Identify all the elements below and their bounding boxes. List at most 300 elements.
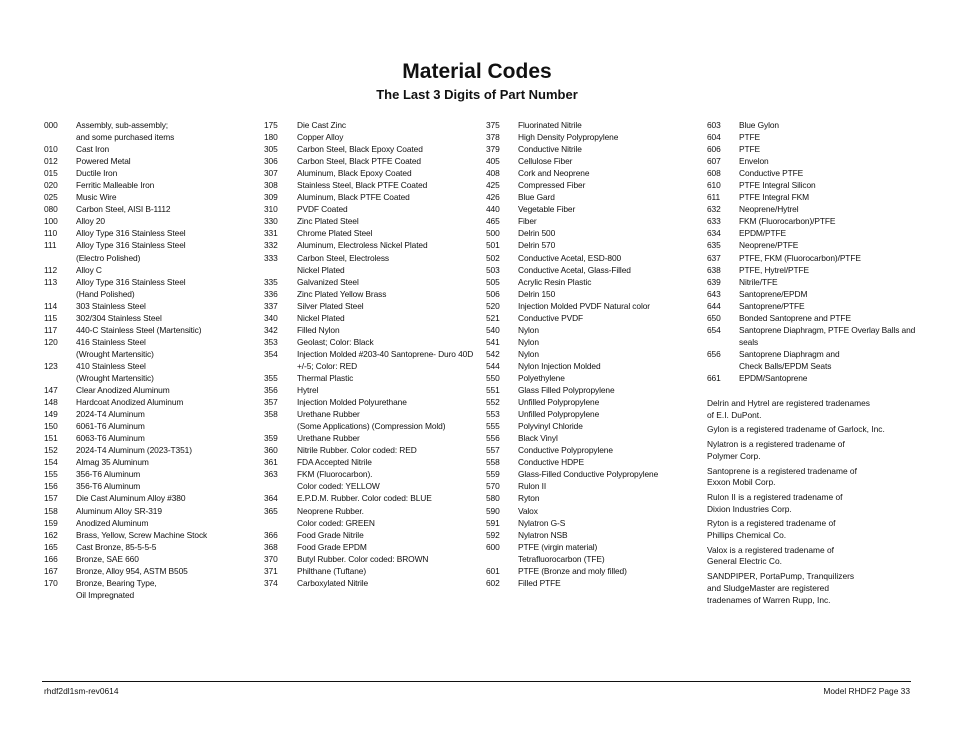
material-code: 111	[44, 240, 57, 251]
material-description: 440-C Stainless Steel (Martensitic)	[76, 324, 202, 335]
material-row	[264, 131, 478, 143]
material-row	[486, 456, 700, 468]
material-description: Nickel Plated	[297, 264, 345, 275]
material-description: (Hand Polished)	[76, 288, 135, 299]
material-row	[486, 408, 700, 420]
material-code: 335	[264, 276, 278, 287]
material-row	[486, 541, 700, 553]
material-description: Delrin 570	[518, 240, 556, 251]
material-code: 342	[264, 324, 278, 335]
material-row	[264, 155, 478, 167]
material-code: 152	[44, 445, 58, 456]
material-code: 550	[486, 372, 500, 383]
material-row	[486, 143, 700, 155]
material-row	[44, 505, 254, 517]
material-description: PTFE	[739, 144, 761, 155]
material-description: Santoprene Diaphragm, PTFE Overlay Balls and	[739, 324, 916, 335]
material-description: (Electro Polished)	[76, 252, 141, 263]
material-code: 336	[264, 288, 278, 299]
material-description: Cellulose Fiber	[518, 156, 573, 167]
material-row	[486, 432, 700, 444]
material-description: Bronze, Alloy 954, ASTM B505	[76, 565, 188, 576]
material-code: 591	[486, 517, 500, 528]
material-description: 356-T6 Aluminum	[76, 481, 141, 492]
material-row	[44, 324, 254, 336]
material-row	[264, 372, 478, 384]
material-code	[44, 348, 76, 360]
material-row	[486, 444, 700, 456]
material-row	[44, 312, 254, 324]
material-code: 115	[44, 312, 58, 323]
material-row	[44, 372, 254, 384]
material-row	[44, 360, 254, 372]
material-row	[486, 360, 700, 372]
material-code: 333	[264, 252, 278, 263]
material-code: 080	[44, 204, 58, 215]
material-code: 151	[44, 433, 58, 444]
material-row	[44, 492, 254, 504]
material-code: 604	[707, 132, 721, 143]
material-description: Conductive Acetal, Glass-Filled	[518, 264, 631, 275]
material-row	[707, 360, 917, 372]
material-code: 607	[707, 156, 721, 167]
material-code	[44, 131, 76, 143]
material-row	[707, 264, 917, 276]
material-description: Nylon	[518, 348, 539, 359]
material-description: PTFE Integral FKM	[739, 192, 809, 203]
material-description: PTFE (virgin material)	[518, 541, 598, 552]
material-row	[707, 276, 917, 288]
material-description: Cast Iron	[76, 144, 110, 155]
material-row	[707, 227, 917, 239]
material-code: 632	[707, 204, 721, 215]
material-description: FKM (Fluorocarbon).	[297, 469, 373, 480]
material-description: Aluminum, Black PTFE Coated	[297, 192, 410, 203]
footer-page-number: Model RHDF2 Page 33	[823, 686, 910, 696]
material-row	[264, 288, 478, 300]
material-row	[486, 179, 700, 191]
material-description: Alloy Type 316 Stainless Steel	[76, 240, 186, 251]
page-title: Material Codes	[402, 60, 552, 83]
material-code: 639	[707, 276, 721, 287]
material-code	[707, 360, 739, 372]
material-code: 309	[264, 192, 278, 203]
material-code: 364	[264, 493, 278, 504]
material-row	[486, 384, 700, 396]
material-description: Die Cast Zinc	[297, 120, 346, 130]
material-code: 020	[44, 180, 58, 191]
material-description: Powered Metal	[76, 156, 131, 167]
material-description: Brass, Yellow, Screw Machine Stock	[76, 529, 208, 540]
material-description: High Density Polypropylene	[518, 132, 619, 143]
material-row	[486, 155, 700, 167]
material-code: 361	[264, 457, 278, 468]
material-code: 305	[264, 144, 278, 155]
material-code: 501	[486, 240, 500, 251]
material-row	[486, 264, 700, 276]
material-description: Injection Molded Polyurethane	[297, 397, 407, 408]
material-description: Zinc Plated Steel	[297, 216, 359, 227]
material-row	[44, 191, 254, 203]
material-description: PTFE	[739, 132, 761, 143]
material-row	[486, 288, 700, 300]
material-code: 551	[486, 385, 500, 396]
material-description: Fiber	[518, 216, 537, 227]
material-description: 302/304 Stainless Steel	[76, 312, 162, 323]
material-row	[486, 131, 700, 143]
material-code: 553	[486, 409, 500, 420]
material-row	[486, 577, 700, 589]
material-code	[264, 420, 297, 432]
material-code: 162	[44, 529, 58, 540]
material-code: 332	[264, 240, 278, 251]
material-description: Nitrile Rubber. Color coded: RED	[297, 445, 417, 456]
material-row	[707, 203, 917, 215]
tradename-note: Rulon II is a registered tradename of Dixion Industries Corp.	[707, 491, 843, 514]
material-row	[44, 239, 254, 251]
material-code	[264, 480, 297, 492]
material-description: Stainless Steel, Black PTFE Coated	[297, 180, 428, 191]
material-row	[264, 239, 478, 251]
material-code: 159	[44, 517, 58, 528]
material-code: 306	[264, 156, 278, 167]
material-description: Aluminum Alloy SR-319	[76, 505, 162, 516]
material-description: Conductive HDPE	[518, 457, 584, 468]
material-code	[486, 553, 518, 565]
material-row	[707, 372, 917, 384]
material-row	[486, 227, 700, 239]
material-description: Blue Gard	[518, 192, 555, 203]
material-row	[707, 252, 917, 264]
material-code: 500	[486, 228, 500, 239]
material-description: Injection Molded #203-40 Santoprene- Duro 40D	[297, 348, 474, 359]
material-code: 150	[44, 421, 58, 432]
material-description: Delrin 500	[518, 228, 556, 239]
material-description: Ductile Iron	[76, 168, 118, 179]
material-row	[707, 119, 917, 131]
material-row	[707, 155, 917, 167]
material-description: Almag 35 Aluminum	[76, 457, 149, 468]
material-description: Copper Alloy	[297, 132, 344, 143]
material-code: 408	[486, 168, 500, 179]
material-code: 368	[264, 541, 278, 552]
material-row	[44, 119, 254, 131]
material-row	[486, 167, 700, 179]
material-code: 601	[486, 565, 500, 576]
material-code: 175	[264, 120, 278, 130]
material-description: Conductive Nitrile	[518, 144, 582, 155]
page-subtitle: The Last 3 Digits of Part Number	[376, 87, 578, 102]
material-code: 611	[707, 192, 721, 203]
material-description: Nylon	[518, 324, 539, 335]
material-description: 6061-T6 Aluminum	[76, 421, 145, 432]
material-code: 602	[486, 577, 500, 588]
material-code: 370	[264, 553, 278, 564]
material-row	[707, 167, 917, 179]
material-description: Alloy Type 316 Stainless Steel	[76, 228, 186, 239]
material-code: 165	[44, 541, 58, 552]
material-code: 650	[707, 312, 721, 323]
material-code: 147	[44, 385, 58, 396]
material-code: 360	[264, 445, 278, 456]
material-row	[44, 264, 254, 276]
material-code: 358	[264, 409, 278, 420]
material-code: 505	[486, 276, 500, 287]
material-row	[486, 480, 700, 492]
material-row	[44, 396, 254, 408]
material-row	[264, 360, 478, 372]
material-code: 148	[44, 397, 58, 408]
material-description: Assembly, sub-assembly;	[76, 120, 169, 130]
material-code: 580	[486, 493, 500, 504]
material-row	[264, 468, 478, 480]
material-row	[707, 348, 917, 360]
material-description: E.P.D.M. Rubber. Color coded: BLUE	[297, 493, 432, 504]
material-row	[264, 179, 478, 191]
material-code: 154	[44, 457, 58, 468]
footer-rule	[42, 681, 911, 682]
material-description: Nylon	[518, 336, 539, 347]
material-row	[707, 143, 917, 155]
material-code: 378	[486, 132, 500, 143]
material-description: Injection Molded PVDF Natural color	[518, 300, 650, 311]
material-code	[264, 360, 297, 372]
material-code: 371	[264, 565, 278, 576]
material-description: Filled PTFE	[518, 577, 561, 588]
material-description: Hytrel	[297, 385, 319, 396]
material-code: 337	[264, 300, 278, 311]
material-row	[264, 191, 478, 203]
material-code: 465	[486, 216, 500, 227]
material-description: Carbon Steel, Black PTFE Coated	[297, 156, 421, 167]
material-code: 331	[264, 228, 278, 239]
material-code: 520	[486, 300, 500, 311]
material-description: (Some Applications) (Compression Mold)	[297, 421, 446, 432]
material-row	[264, 203, 478, 215]
material-description: PTFE, Hytrel/PTFE	[739, 264, 809, 275]
material-description: Thermal Plastic	[297, 372, 354, 383]
material-description: Neoprene/Hytrel	[739, 204, 799, 215]
material-code: 120	[44, 336, 58, 347]
material-row	[264, 420, 478, 432]
material-row	[707, 215, 917, 227]
material-row	[707, 288, 917, 300]
material-row	[264, 348, 478, 360]
material-row	[486, 396, 700, 408]
material-row	[264, 529, 478, 541]
material-row	[486, 492, 700, 504]
material-description: 6063-T6 Aluminum	[76, 433, 145, 444]
material-code: 170	[44, 577, 58, 588]
material-description: Cast Bronze, 85-5-5-5	[76, 541, 157, 552]
material-code: 559	[486, 469, 500, 480]
material-row	[707, 336, 917, 348]
material-description: Neoprene/PTFE	[739, 240, 799, 251]
material-code: 117	[44, 324, 58, 335]
material-description: Nitrile/TFE	[739, 276, 778, 287]
material-row	[264, 432, 478, 444]
material-code: 638	[707, 264, 721, 275]
material-description: Ryton	[518, 493, 540, 504]
material-description: PTFE Integral Silicon	[739, 180, 816, 191]
material-code: 114	[44, 300, 58, 311]
material-code	[44, 372, 76, 384]
material-row	[707, 179, 917, 191]
material-description: 303 Stainless Steel	[76, 300, 146, 311]
material-description: Nylatron G-S	[518, 517, 566, 528]
material-description: Music Wire	[76, 192, 117, 203]
material-description: Filled Nylon	[297, 324, 340, 335]
material-description: Carbon Steel, Black Epoxy Coated	[297, 144, 423, 155]
material-description: Envelon	[739, 156, 769, 167]
material-row	[44, 577, 254, 589]
material-description: Aluminum, Black Epoxy Coated	[297, 168, 412, 179]
material-description: Color coded: YELLOW	[297, 481, 380, 492]
material-row	[44, 276, 254, 288]
material-description: Glass Filled Polypropylene	[518, 385, 615, 396]
material-description: Color coded: GREEN	[297, 517, 375, 528]
material-code: 506	[486, 288, 500, 299]
material-description: Conductive Polypropylene	[518, 445, 613, 456]
material-code: 356	[264, 385, 278, 396]
material-row	[44, 167, 254, 179]
material-row	[264, 167, 478, 179]
material-row	[264, 252, 478, 264]
material-code: 167	[44, 565, 58, 576]
material-code: 149	[44, 409, 58, 420]
material-row	[44, 252, 254, 264]
material-row	[486, 529, 700, 541]
material-code: 557	[486, 445, 500, 456]
material-row	[486, 420, 700, 432]
material-description: Unfilled Polypropylene	[518, 397, 600, 408]
tradename-note: Santoprene is a registered tradename of Exxon Mobil Corp.	[707, 465, 857, 488]
material-code: 012	[44, 156, 58, 167]
material-code: 570	[486, 481, 500, 492]
material-row	[44, 444, 254, 456]
material-code	[44, 252, 76, 264]
material-code: 608	[707, 168, 721, 179]
material-row	[707, 312, 917, 324]
material-row	[44, 432, 254, 444]
material-description: Food Grade EPDM	[297, 541, 367, 552]
material-description: 410 Stainless Steel	[76, 360, 146, 371]
tradename-note: SANDPIPER, PortaPump, Tranquilizers and SludgeMaster are registered tradenames of Warren Rupp, Inc.	[707, 571, 855, 605]
material-code	[44, 288, 76, 300]
material-code: 354	[264, 348, 278, 359]
material-column-1	[44, 119, 254, 601]
material-row	[486, 505, 700, 517]
material-description: Nickel Plated	[297, 312, 345, 323]
material-row	[264, 577, 478, 589]
material-row	[264, 492, 478, 504]
material-code: 610	[707, 180, 721, 191]
material-code: 340	[264, 312, 278, 323]
material-row	[486, 215, 700, 227]
material-code: 635	[707, 240, 721, 251]
material-code: 661	[707, 372, 721, 383]
material-row	[264, 276, 478, 288]
material-description: PTFE, FKM (Fluorocarbon)/PTFE	[739, 252, 861, 263]
material-code: 166	[44, 553, 58, 564]
material-row	[486, 252, 700, 264]
material-row	[44, 541, 254, 553]
material-code: 110	[44, 228, 58, 239]
material-row	[264, 119, 478, 131]
material-row	[264, 480, 478, 492]
material-code	[264, 517, 297, 529]
material-description: Chrome Plated Steel	[297, 228, 373, 239]
material-row	[707, 131, 917, 143]
material-code: 157	[44, 493, 58, 504]
material-description: Vegetable Fiber	[518, 204, 576, 215]
material-description: Black Vinyl	[518, 433, 558, 444]
material-code: 112	[44, 264, 58, 275]
material-row	[44, 468, 254, 480]
material-row	[486, 324, 700, 336]
material-row	[44, 203, 254, 215]
material-code: 359	[264, 433, 278, 444]
material-code: 379	[486, 144, 500, 155]
material-code: 000	[44, 120, 58, 130]
material-row	[264, 143, 478, 155]
material-description: Glass-Filled Conductive Polypropylene	[518, 469, 659, 480]
material-description: Polyvinyl Chloride	[518, 421, 583, 432]
material-row	[264, 300, 478, 312]
material-code: 010	[44, 144, 58, 155]
material-description: 356-T6 Aluminum	[76, 469, 141, 480]
material-row	[44, 529, 254, 541]
material-code: 363	[264, 469, 278, 480]
material-description: Santoprene Diaphragm and	[739, 348, 840, 359]
material-code: 600	[486, 541, 500, 552]
material-description: Conductive PTFE	[739, 168, 804, 179]
material-code: 541	[486, 336, 500, 347]
material-row	[264, 312, 478, 324]
material-description: Alloy 20	[76, 216, 105, 227]
material-code: 633	[707, 216, 721, 227]
material-description: Santoprene/EPDM	[739, 288, 808, 299]
material-row	[44, 131, 254, 143]
material-code: 544	[486, 360, 500, 371]
material-description: seals	[739, 336, 759, 347]
material-description: Hardcoat Anodized Aluminum	[76, 397, 184, 408]
material-description: Die Cast Aluminum Alloy #380	[76, 493, 186, 504]
material-code: 426	[486, 192, 500, 203]
material-description: Check Balls/EPDM Seats	[739, 360, 832, 371]
material-description: Blue Gylon	[739, 120, 779, 130]
material-description: 2024-T4 Aluminum	[76, 409, 145, 420]
material-row	[486, 119, 700, 131]
material-code: 330	[264, 216, 278, 227]
material-description: Neoprene Rubber.	[297, 505, 364, 516]
material-row	[486, 300, 700, 312]
material-row	[264, 456, 478, 468]
material-code	[44, 589, 76, 601]
material-code: 643	[707, 288, 721, 299]
material-code: 558	[486, 457, 500, 468]
material-description: Anodized Aluminum	[76, 517, 149, 528]
material-row	[44, 215, 254, 227]
material-description: Valox	[518, 505, 538, 516]
material-description: Santoprene/PTFE	[739, 300, 805, 311]
material-code: 552	[486, 397, 500, 408]
tradename-note: Ryton is a registered tradename of Phillips Chemical Co.	[707, 518, 836, 541]
material-row	[44, 565, 254, 577]
material-row	[707, 191, 917, 203]
tradename-note: Gylon is a registered tradename of Garlock, Inc.	[707, 424, 885, 435]
material-description: Conductive Acetal, ESD-800	[518, 252, 622, 263]
